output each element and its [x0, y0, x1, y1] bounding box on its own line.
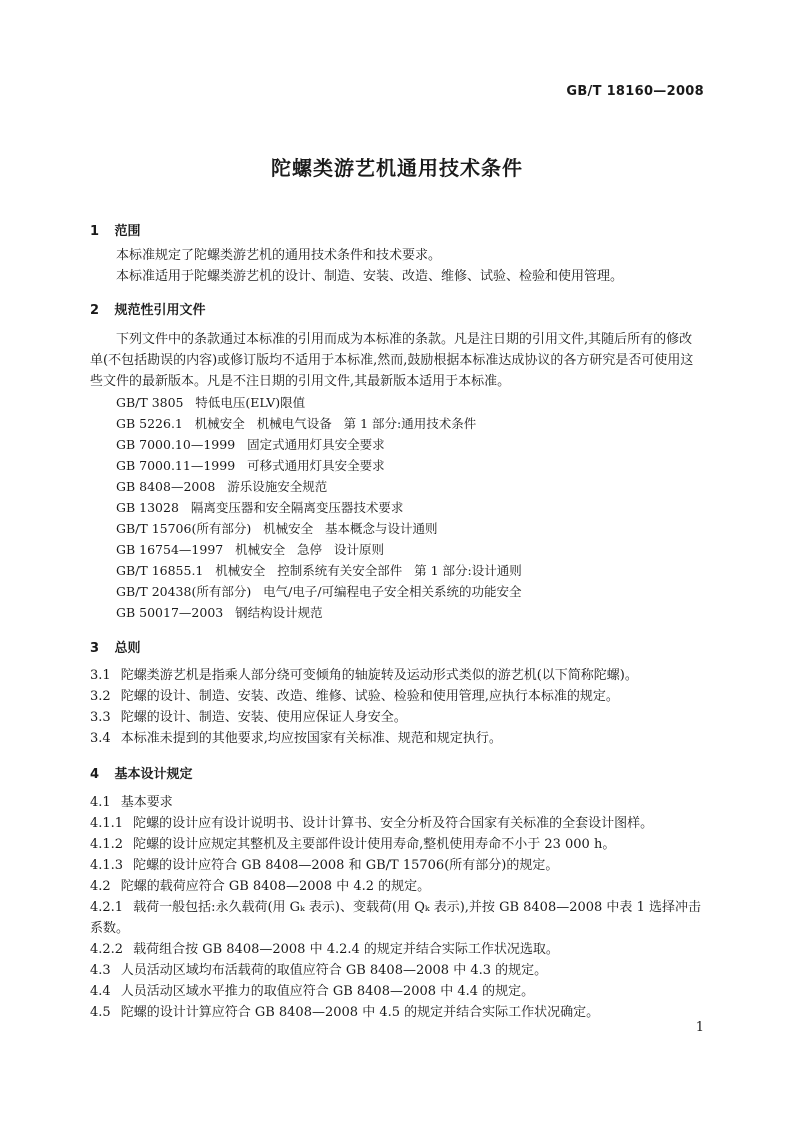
clause-text: 陀螺的设计计算应符合 GB 8408—2008 中 4.5 的规定并结合实际工作状况确定。: [120, 1005, 600, 1020]
clause-number: 4.5: [90, 1005, 111, 1020]
clause-text: 人员活动区域均布活载荷的取值应符合 GB 8408—2008 中 4.3 的规定。: [120, 963, 548, 978]
clause-text: 陀螺的设计、制造、安装、改造、维修、试验、检验和使用管理,应执行本标准的规定。: [120, 689, 619, 704]
clause-4-5: [90, 1002, 710, 1023]
reference-item: GB/T 16855.1 机械安全 控制系统有关安全部件 第 1 部分:设计通则: [116, 563, 522, 578]
clause-3-4: [90, 728, 710, 749]
clause-4-2: [90, 876, 710, 897]
section-number: 2: [90, 303, 100, 318]
clause-text: 陀螺的设计应规定其整机及主要部件设计使用寿命,整机使用寿命不小于 23 000 h。: [133, 837, 616, 852]
section-2-heading: [90, 299, 206, 318]
clause-text: 本标准未提到的其他要求,均应按国家有关标准、规范和规定执行。: [120, 731, 502, 746]
clause-number: 4.2: [90, 879, 111, 894]
clause-number: 4.1.1: [90, 816, 124, 831]
clause-text: 载荷一般包括:永久载荷(用 Gₖ 表示)、变载荷(用 Qₖ 表示),并按 GB 8408—2008 中表 1 选择冲击系数。: [90, 900, 701, 936]
reference-item: GB/T 20438(所有部分) 电气/电子/可编程电子安全相关系统的功能安全: [116, 584, 522, 599]
reference-item: GB 7000.11—1999 可移式通用灯具安全要求: [116, 458, 385, 473]
clause-4-1: [90, 792, 710, 813]
page-number: 1: [695, 1020, 704, 1035]
clause-text: 陀螺的设计应有设计说明书、设计计算书、安全分析及符合国家有关标准的全套设计图样。: [133, 816, 654, 831]
clause-text: 陀螺类游艺机是指乘人部分绕可变倾角的轴旋转及运动形式类似的游艺机(以下简称陀螺)。: [120, 668, 638, 683]
clause-number: 4.1.3: [90, 858, 124, 873]
clause-4-3: [90, 960, 710, 981]
clause-number: 4.2.2: [90, 942, 124, 957]
clause-4-1-3: [90, 855, 710, 876]
section-4-heading: [90, 763, 193, 782]
clause-text: 人员活动区域水平推力的取值应符合 GB 8408—2008 中 4.4 的规定。: [120, 984, 535, 999]
clause-text: 载荷组合按 GB 8408—2008 中 4.2.4 的规定并结合实际工作状况选取。: [133, 942, 559, 957]
clause-4-2-1: [90, 897, 710, 939]
scope-paragraph-2: 本标准适用于陀螺类游艺机的设计、制造、安装、改造、维修、试验、检验和使用管理。: [116, 269, 624, 284]
clause-3-3: [90, 707, 710, 728]
clause-number: 4.1.2: [90, 837, 124, 852]
clause-number: 4.1: [90, 795, 111, 810]
standard-code: GB/T 18160—2008: [566, 84, 704, 99]
clause-3-2: [90, 686, 710, 707]
clause-4-4: [90, 981, 710, 1002]
clause-text: 陀螺的设计应符合 GB 8408—2008 和 GB/T 15706(所有部分)的规定。: [133, 858, 559, 873]
clause-4-1-1: [90, 813, 710, 834]
clause-text: 陀螺的设计、制造、安装、使用应保证人身安全。: [120, 710, 407, 725]
reference-item: GB 16754—1997 机械安全 急停 设计原则: [116, 542, 384, 557]
clause-number: 3.4: [90, 731, 111, 746]
reference-item: GB 5226.1 机械安全 机械电气设备 第 1 部分:通用技术条件: [116, 416, 477, 431]
reference-item: GB 50017—2003 钢结构设计规范: [116, 605, 323, 620]
clause-4-2-2: [90, 939, 710, 960]
section-title: 规范性引用文件: [114, 303, 206, 318]
reference-item: GB 13028 隔离变压器和安全隔离变压器技术要求: [116, 500, 404, 515]
reference-item: GB/T 15706(所有部分) 机械安全 基本概念与设计通则: [116, 521, 438, 536]
scope-paragraph-1: 本标准规定了陀螺类游艺机的通用技术条件和技术要求。: [116, 248, 442, 263]
clause-number: 4.3: [90, 963, 111, 978]
clause-number: 4.4: [90, 984, 111, 999]
reference-item: GB/T 3805 特低电压(ELV)限值: [116, 395, 306, 410]
section-title: 范围: [114, 224, 141, 239]
clause-3-1: [90, 665, 710, 686]
document-title: 陀螺类游艺机通用技术条件: [271, 156, 523, 180]
reference-item: GB 8408—2008 游乐设施安全规范: [116, 479, 328, 494]
section-1-heading: [90, 220, 141, 239]
reference-item: GB 7000.10—1999 固定式通用灯具安全要求: [116, 437, 385, 452]
clause-text: 陀螺的载荷应符合 GB 8408—2008 中 4.2 的规定。: [120, 879, 431, 894]
section-number: 3: [90, 641, 100, 656]
clause-text: 基本要求: [120, 795, 173, 810]
clause-number: 3.1: [90, 668, 111, 683]
clause-number: 4.2.1: [90, 900, 124, 915]
clause-4-1-2: [90, 834, 710, 855]
normative-intro: 下列文件中的条款通过本标准的引用而成为本标准的条款。凡是注日期的引用文件,其随后所有的修改单(不包括勘误的内容)或修订版均不适用于本标准,然而,鼓励根据本标准达成协议的各方研究是否可使用这些文件的最新版本。凡是不注日期的引用文件,其最新版本适用于本标准。: [90, 332, 694, 389]
section-number: 1: [90, 224, 100, 239]
section-title: 总则: [114, 641, 141, 656]
section-number: 4: [90, 767, 100, 782]
section-3-heading: [90, 637, 141, 656]
section-title: 基本设计规定: [114, 767, 193, 782]
clause-number: 3.3: [90, 710, 111, 725]
reference-list: [116, 392, 522, 623]
clause-number: 3.2: [90, 689, 111, 704]
